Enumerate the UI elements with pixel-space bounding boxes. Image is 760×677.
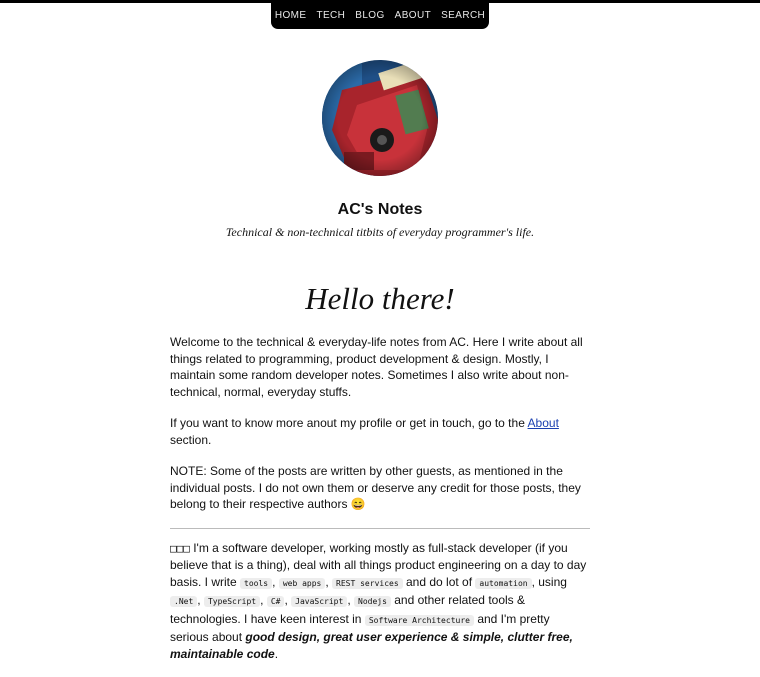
bio-text: and other related tools & technologies. I have keen interest in bbox=[170, 593, 526, 626]
profile-suffix: section. bbox=[170, 432, 212, 447]
code-tag: REST services bbox=[332, 578, 403, 589]
placeholder-glyphs: □□□ bbox=[170, 541, 190, 555]
code-tag: web apps bbox=[279, 578, 326, 589]
nav-about[interactable]: ABOUT bbox=[394, 10, 432, 21]
bio-text: and I'm pretty serious about bbox=[170, 611, 550, 644]
top-nav bbox=[271, 3, 489, 29]
avatar bbox=[322, 60, 438, 176]
nav-search[interactable]: SEARCH bbox=[441, 10, 486, 21]
code-tag: JavaScript bbox=[291, 596, 347, 607]
code-tag: automation bbox=[475, 578, 531, 589]
avatar-photo bbox=[322, 60, 438, 176]
divider bbox=[170, 528, 590, 529]
code-tag: .Net bbox=[170, 596, 197, 607]
bio-paragraph: □□□ I'm a software developer, working mostly as full-stack developer (if you believe that is a thing), deal with all things product engineering on a day to day basis. I write tools , web apps , REST services and do lot of automation , using .Net , TypeScript , C# , JavaScript , Nodejs and other related tools & technologies. I have keen interest in Software Architecture and I'm pretty serious about good design, great user experience & simple, clutter free, maintainable code. bbox=[170, 540, 587, 661]
code-tag: Software Architecture bbox=[365, 615, 474, 626]
code-tag: C# bbox=[267, 596, 285, 607]
about-link[interactable]: About bbox=[527, 416, 559, 430]
code-tag: tools bbox=[240, 578, 272, 589]
profile-text: If you want to know more anout my profile or get in touch, go to the bbox=[170, 416, 525, 430]
nav-home[interactable]: HOME bbox=[274, 10, 307, 21]
bio-text: , using bbox=[531, 574, 567, 589]
page-heading: Hello there! bbox=[305, 281, 455, 316]
profile-paragraph bbox=[170, 415, 590, 448]
code-tag: TypeScript bbox=[204, 596, 260, 607]
note-paragraph: NOTE: Some of the posts are written by other guests, as mentioned in the individual posts. I do not own them or deserve any credit for those posts, they belong to their respective authors 😄 bbox=[170, 464, 581, 511]
bio-text: I'm a software developer, working mostly as full-stack developer (if you believe that is a thing), deal with all things product engineering on a day to day basis. I write bbox=[170, 540, 587, 589]
nav-blog[interactable]: BLOG bbox=[355, 10, 385, 21]
main-content bbox=[170, 334, 590, 677]
site-tagline: Technical & non-technical titbits of everyday programmer's life. bbox=[225, 225, 535, 239]
site-title[interactable]: AC's Notes bbox=[337, 201, 423, 218]
bio-emphasis: good design, great user experience & simple, clutter free, maintainable code bbox=[170, 630, 573, 661]
nav-tech[interactable]: TECH bbox=[316, 10, 346, 21]
bio-text: and do lot of bbox=[406, 574, 473, 589]
code-tag: Nodejs bbox=[354, 596, 391, 607]
intro-paragraph: Welcome to the technical & everyday-life notes from AC. Here I write about all things related to programming, product development & design. Mostly, I maintain some random developer notes. Sometimes I also write about non-technical, normal, everyday stuffs. bbox=[170, 335, 583, 399]
